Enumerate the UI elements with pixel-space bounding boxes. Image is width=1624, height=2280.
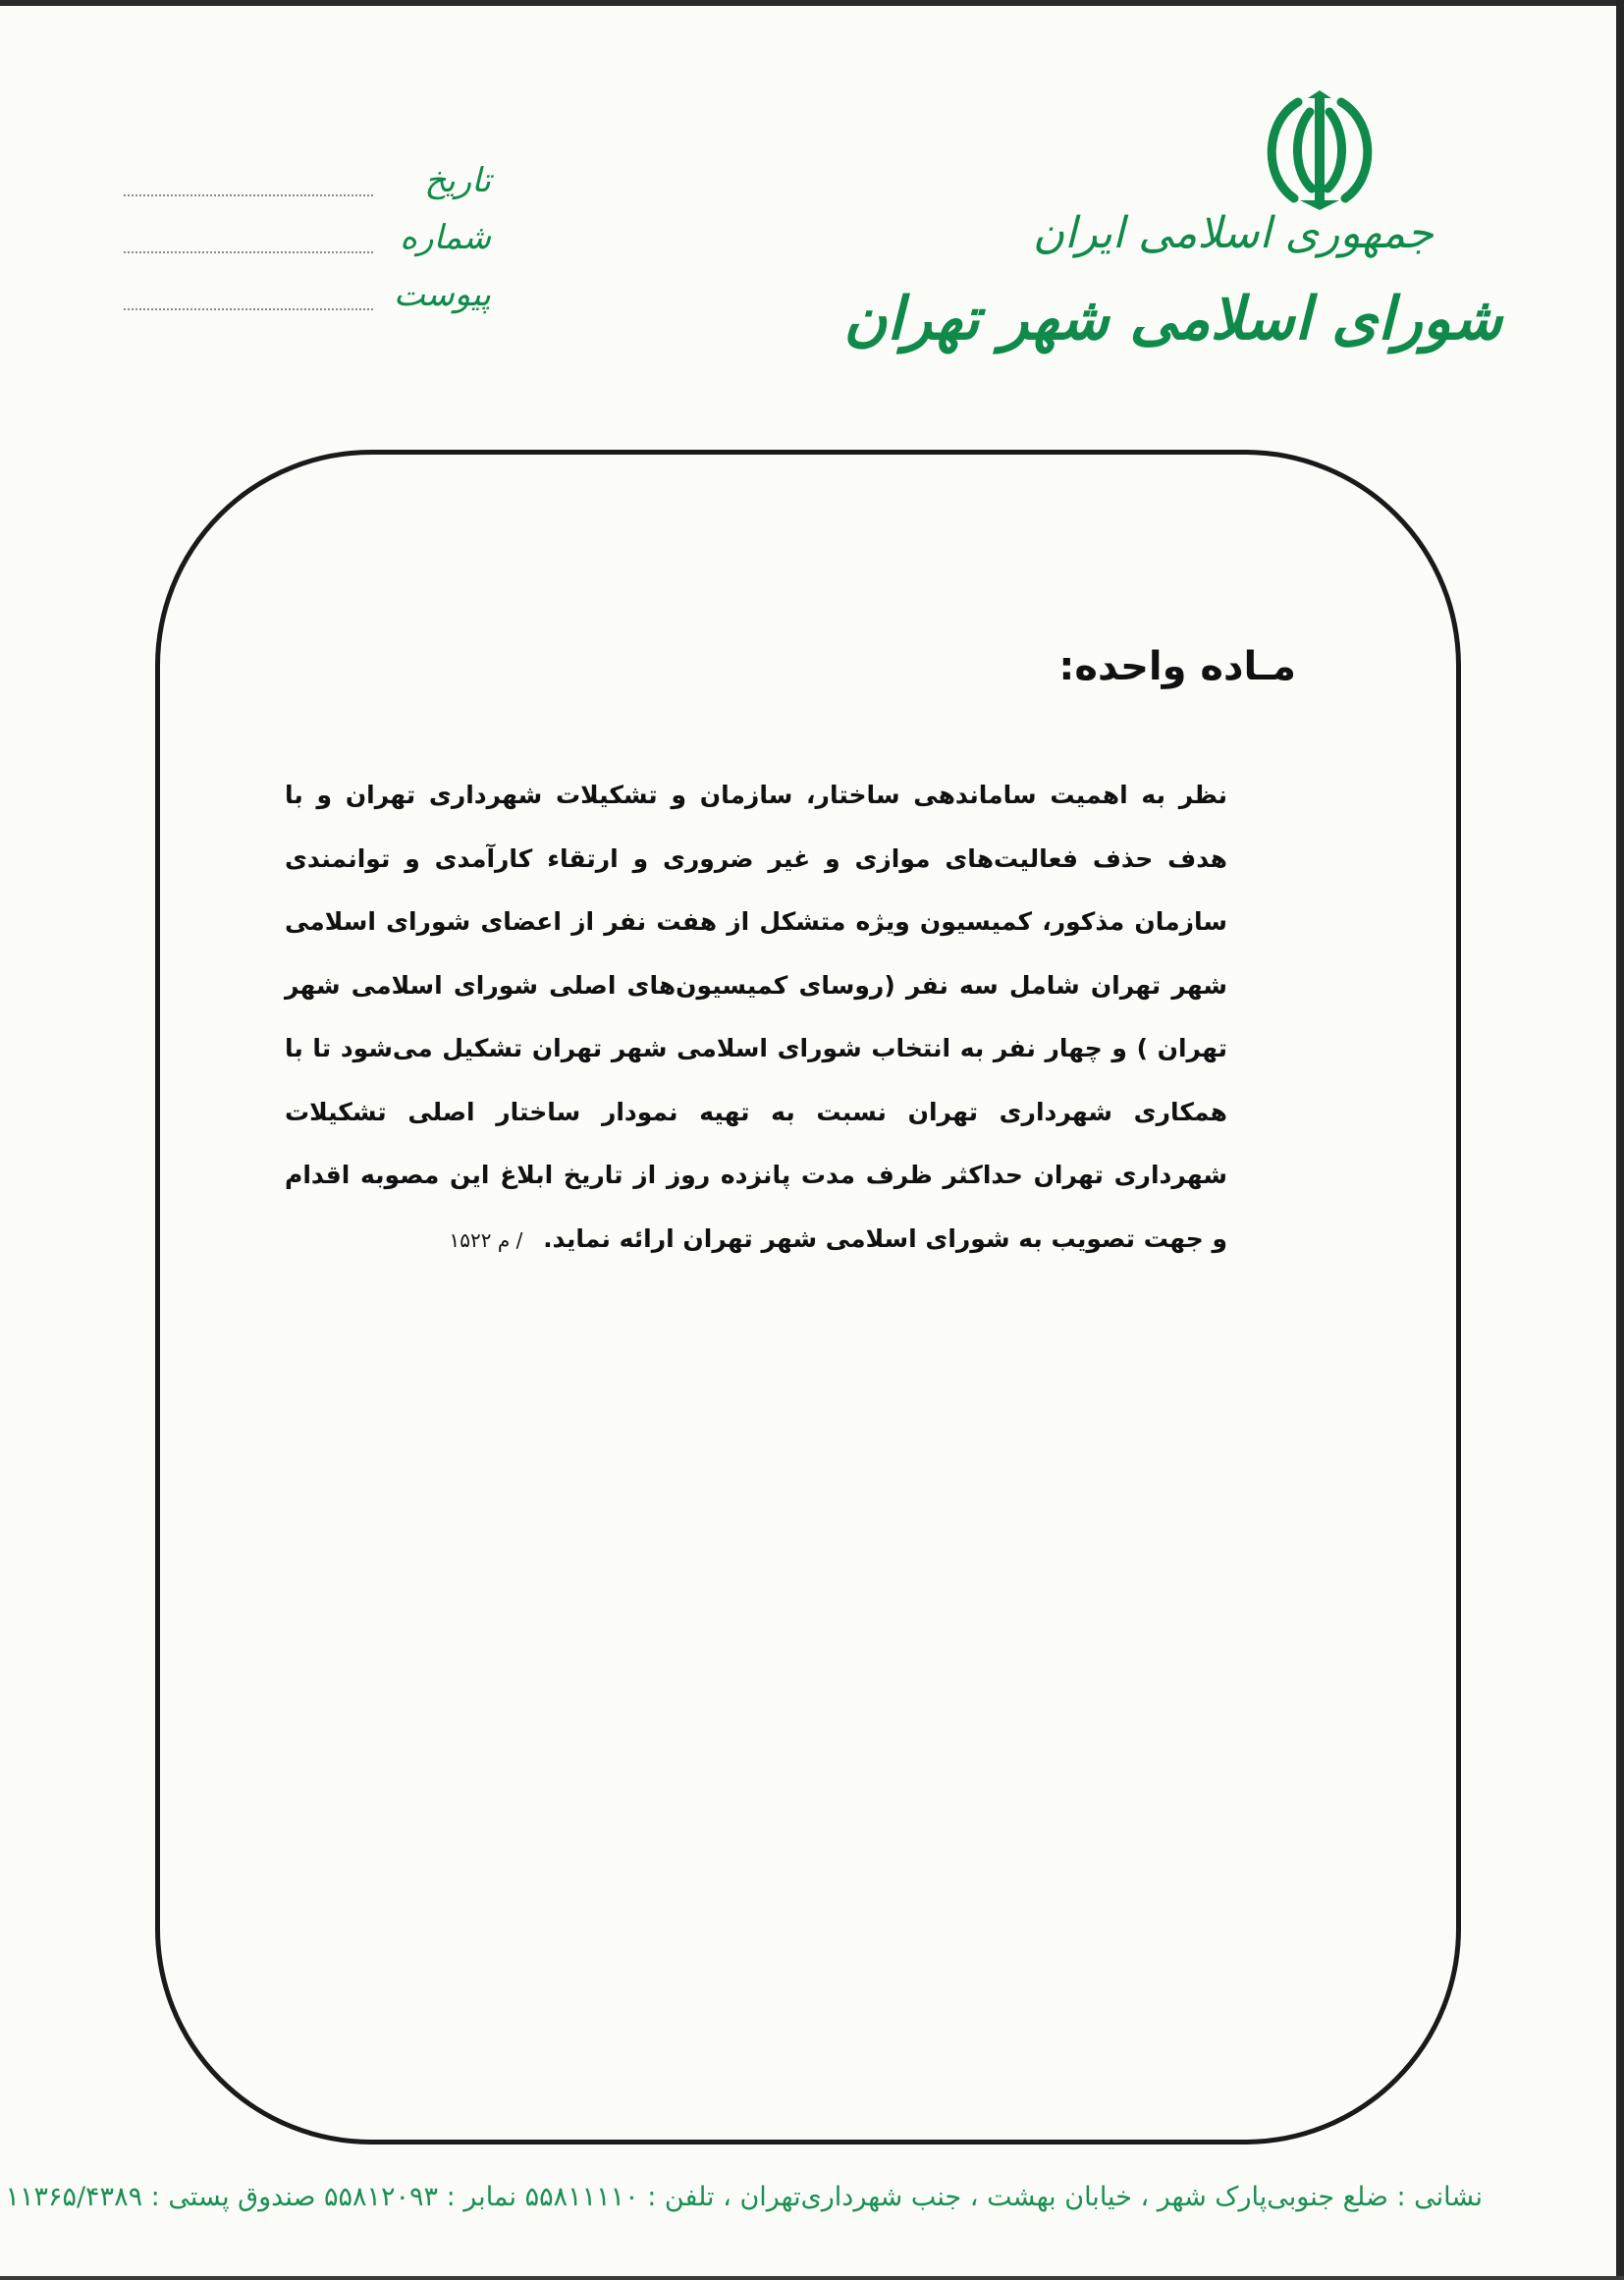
date-dotted-line bbox=[124, 194, 373, 196]
number-label: شماره bbox=[400, 218, 491, 257]
scan-edge-bottom bbox=[0, 2276, 1624, 2280]
attachment-dotted-line bbox=[124, 308, 373, 310]
number-field bbox=[118, 218, 491, 267]
attachment-label: پیوست bbox=[393, 275, 491, 314]
republic-name: جمهوری اسلامی ایران bbox=[1032, 208, 1434, 258]
council-name: شورای اسلامی شهر تهران bbox=[843, 285, 1502, 353]
document-body bbox=[285, 764, 1227, 1272]
attachment-field bbox=[118, 275, 491, 324]
reference-number: / م ۱۵۲۲ bbox=[449, 1227, 523, 1252]
number-dotted-line bbox=[124, 251, 373, 253]
scan-edge-right bbox=[1616, 0, 1624, 2280]
date-label: تاریخ bbox=[424, 161, 491, 200]
footer-address: نشانی : ضلع جنوبی‌پارک شهر ، خیابان بهشت ، جنب شهرداری‌تهران ، تلفن : ۵۵۸۱۱۱۱۰ نمابر : ۵۵۸۱۲۰۹۳ صندوق پستی : ۱۱۳۶۵/۴۳۸۹ bbox=[5, 2182, 1483, 2212]
iran-emblem-icon bbox=[1255, 90, 1384, 210]
date-field bbox=[118, 161, 491, 210]
body-text: نظر به اهمیت ساماندهی ساختار، سازمان و تشکیلات شهرداری تهران و با هدف حذف فعالیت‌های موازی و غیر ضروری و ارتقاء کارآمدی و توانمندی سازمان مذکور، کمیسیون ویژه متشکل از هفت نفر از اعضای شورای اسلامی شهر تهران شامل سه نفر (روسای کمیسیون‌های اصلی شورای اسلامی شهر تهران ) و چهار نفر به انتخاب شورای اسلامی شهر تهران تشکیل می‌شود تا با همکاری شهرداری تهران نسبت به تهیه نمودار ساختار اصلی تشکیلات شهرداری تهران حداکثر ظرف مدت پانزده روز از تاریخ ابلاغ این مصوبه اقدام و جهت تصویب به شورای اسلامی شهر تهران ارائه نماید. bbox=[285, 781, 1227, 1253]
document-frame bbox=[155, 450, 1461, 2144]
document-heading: مـاده واحده: bbox=[1058, 644, 1296, 689]
scan-edge-top bbox=[0, 0, 1624, 6]
